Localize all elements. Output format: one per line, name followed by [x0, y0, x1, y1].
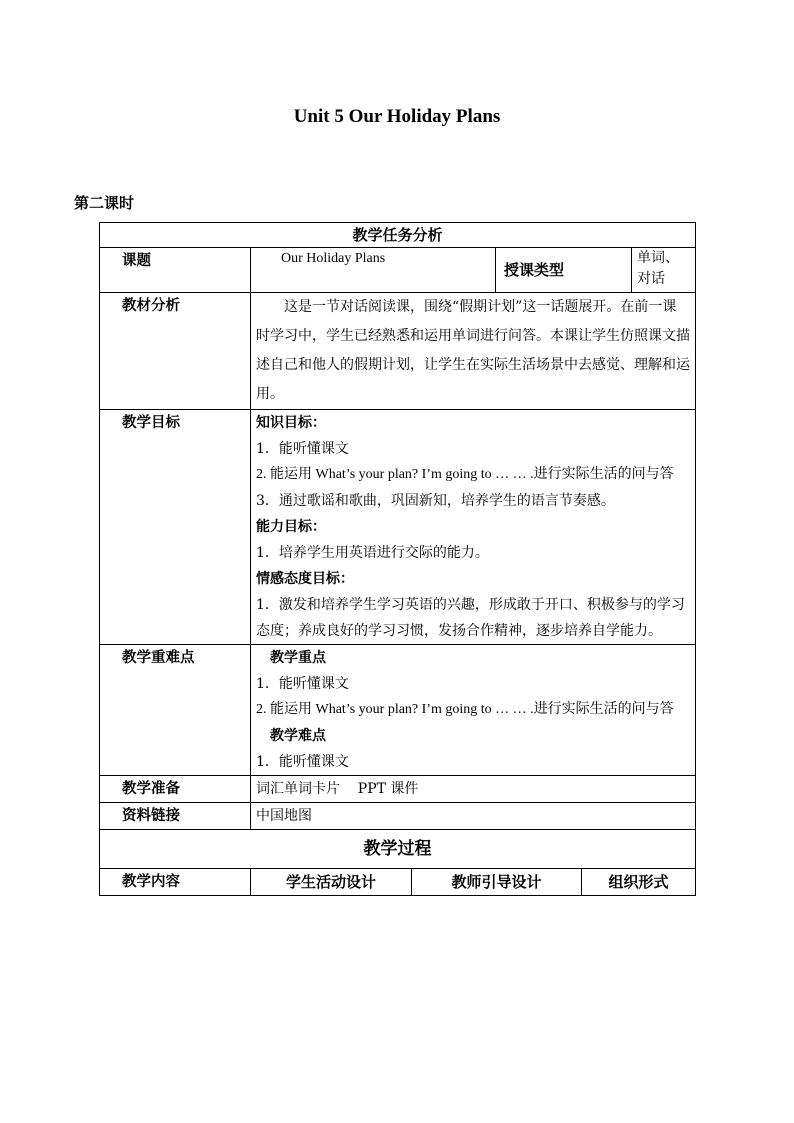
- focus-2: 2. 能运用 What’s your plan? I’m going to … … .进行实际生活的问与答: [256, 702, 674, 717]
- emotion-goal-title: 情感态度目标：: [256, 571, 354, 587]
- resource-value: 中国地图: [251, 803, 696, 830]
- ability-goal-title: 能力目标：: [256, 519, 326, 535]
- prep-value: 词汇单词卡片 PPT 课件: [251, 776, 696, 803]
- type-label: 授课类型: [496, 248, 632, 293]
- focus-title: 教学重点: [270, 650, 326, 666]
- col-student: 学生活动设计: [251, 869, 412, 896]
- knowledge-goal-title: 知识目标：: [256, 415, 326, 431]
- difficulty-title: 教学难点: [270, 728, 326, 744]
- resource-label: 资料链接: [100, 803, 251, 830]
- col-content: 教学内容: [100, 869, 251, 896]
- type-value: [632, 248, 696, 293]
- topic-value: Our Holiday Plans: [251, 248, 496, 293]
- material-text: 这是一节对话阅读课，围绕“假期计划”这一话题展开。在前一课时学习中，学生已经熟悉和运用单词进行问答。本课让学生仿照课文描述自己和他人的假期计划，让学生在实际生活场景中去感觉、理解和运用。: [251, 293, 696, 410]
- goals-content: [251, 410, 696, 645]
- document-title: Unit 5 Our Holiday Plans: [293, 106, 501, 127]
- col-teacher: 教师引导设计: [412, 869, 582, 896]
- knowledge-goal-2: 2. 能运用 What’s your plan? I’m going to … … .进行实际生活的问与答: [256, 467, 674, 482]
- type-value-line-1: 单词、: [637, 250, 679, 266]
- process-header: 教学过程: [100, 830, 696, 869]
- keypoints-label: 教学重难点: [100, 645, 251, 776]
- knowledge-goal-3: 3．通过歌谣和歌曲，巩固新知，培养学生的语言节奏感。: [256, 493, 615, 509]
- type-value-line-2: 对话: [637, 271, 665, 287]
- topic-label: 课题: [100, 248, 251, 293]
- ability-goal-1: 1．培养学生用英语进行交际的能力。: [256, 545, 489, 561]
- keypoints-content: [251, 645, 696, 776]
- col-form: 组织形式: [582, 869, 696, 896]
- focus-1: 1．能听懂课文: [256, 676, 349, 692]
- material-label: 教材分析: [100, 293, 251, 410]
- emotion-goal-1: 1．激发和培养学生学习英语的兴趣，形成敢于开口、积极参与的学习态度；养成良好的学习习惯，发扬合作精神，逐步培养自学能力。: [256, 597, 685, 639]
- goals-label: 教学目标: [100, 410, 251, 645]
- prep-label: 教学准备: [100, 776, 251, 803]
- task-analysis-header: 教学任务分析: [100, 223, 696, 248]
- knowledge-goal-1: 1．能听懂课文: [256, 441, 349, 457]
- lesson-label: 第二课时: [74, 194, 135, 212]
- lesson-plan-table: [99, 222, 696, 896]
- difficulty-1: 1．能听懂课文: [256, 754, 349, 770]
